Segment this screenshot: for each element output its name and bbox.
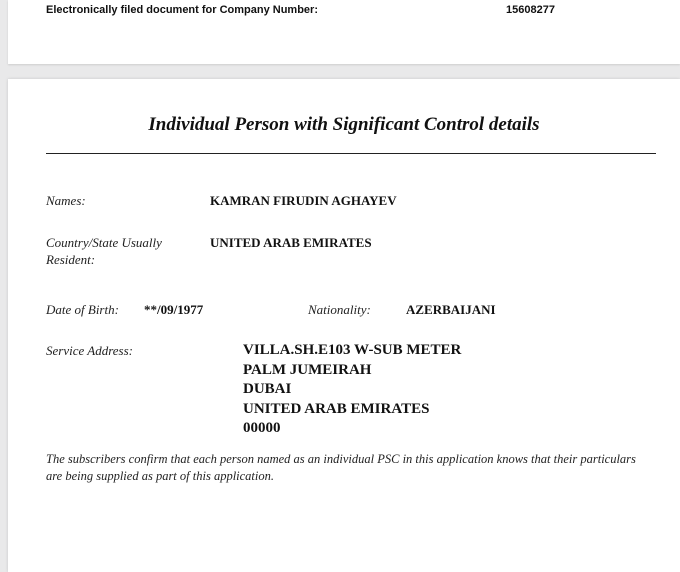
title-divider <box>46 153 656 154</box>
nationality-value: AZERBAIJANI <box>406 302 496 317</box>
nationality-label: Nationality: <box>308 302 371 317</box>
confirmation-statement: The subscribers confirm that each person named as an individual PSC in this application knows that their particulars are being supplied as part of this application. <box>46 452 636 483</box>
address-line: VILLA.SH.E103 W-SUB METER <box>243 342 462 358</box>
residence-label-line2: Resident: <box>46 252 96 267</box>
dob-label: Date of Birth: <box>46 302 119 317</box>
company-number: 15608277 <box>506 4 555 16</box>
page-title: Individual Person with Significant Control details <box>148 114 540 135</box>
address-line: DUBAI <box>243 381 292 397</box>
service-address-block <box>243 341 461 439</box>
address-line: 00000 <box>243 420 281 436</box>
document-page <box>8 79 680 572</box>
address-line: PALM JUMEIRAH <box>243 361 372 378</box>
previous-page-strip <box>8 0 680 64</box>
names-value: KAMRAN FIRUDIN AGHAYEV <box>210 193 397 208</box>
address-line: UNITED ARAB EMIRATES <box>243 400 430 417</box>
names-label: Names: <box>46 193 86 208</box>
service-address-label: Service Address: <box>46 343 134 358</box>
filed-document-label: Electronically filed document for Company Number: <box>46 4 318 16</box>
residence-value: UNITED ARAB EMIRATES <box>210 235 372 250</box>
residence-label-line1: Country/State Usually <box>46 235 162 250</box>
dob-value: **/09/1977 <box>144 302 204 317</box>
